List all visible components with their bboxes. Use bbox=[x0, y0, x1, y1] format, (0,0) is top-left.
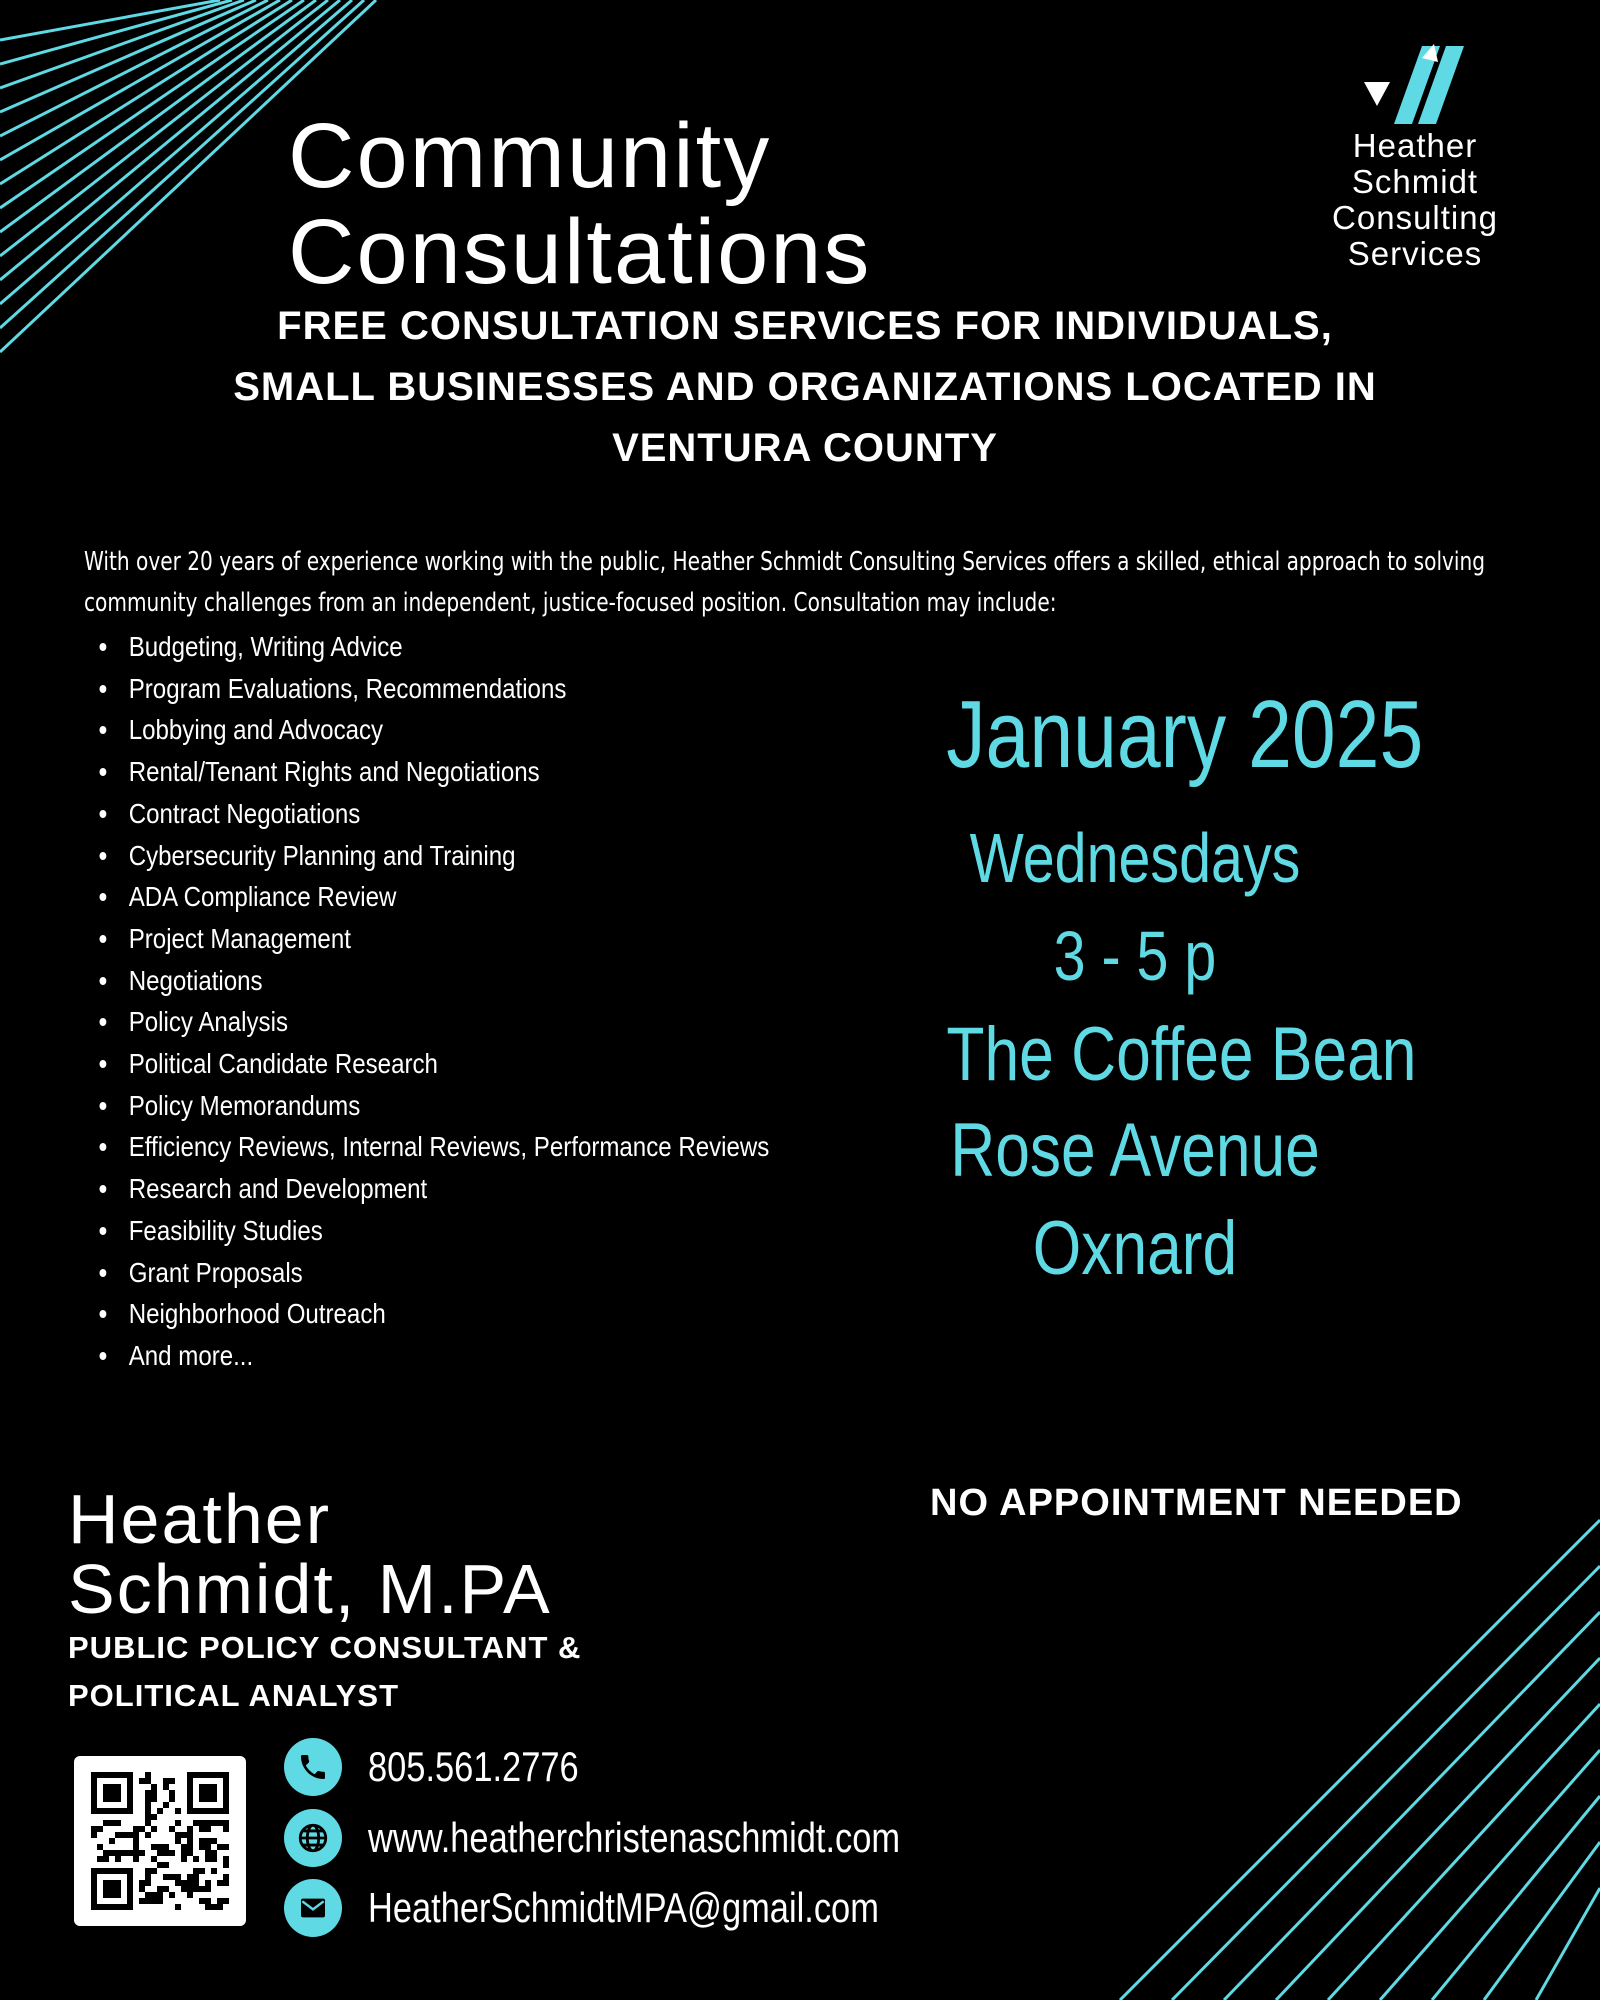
service-item: Contract Negotiations bbox=[84, 793, 769, 835]
title-line-1: Community bbox=[288, 105, 772, 207]
service-item: Research and Development bbox=[84, 1168, 769, 1210]
phone-number: 805.561.2776 bbox=[368, 1743, 579, 1790]
person-role-line-1: PUBLIC POLICY CONSULTANT & bbox=[68, 1630, 582, 1665]
logo-line-2: Schmidt bbox=[1351, 163, 1479, 200]
email-address: HeatherSchmidtMPA@gmail.com bbox=[368, 1884, 879, 1931]
website-link: www.heatherchristenaschmidt.com bbox=[368, 1814, 901, 1861]
subheadline bbox=[130, 296, 1480, 479]
service-item: Negotiations bbox=[84, 960, 769, 1002]
event-time: 3 - 5 p bbox=[1053, 917, 1217, 995]
qr-code-pattern bbox=[91, 1772, 229, 1910]
logo-line-3: Consulting bbox=[1332, 199, 1498, 236]
company-logo bbox=[1290, 42, 1540, 272]
services-list bbox=[84, 626, 881, 1377]
service-item: Political Candidate Research bbox=[84, 1043, 769, 1085]
person-name-line-2: Schmidt, M.PA bbox=[68, 1550, 552, 1628]
subheadline-line-2: SMALL BUSINESSES AND ORGANIZATIONS LOCATED IN bbox=[233, 365, 1377, 409]
contact-phone[interactable] bbox=[284, 1738, 625, 1796]
subheadline-line-3: VENTURA COUNTY bbox=[612, 426, 998, 470]
service-item: ADA Compliance Review bbox=[84, 876, 769, 918]
service-item: Rental/Tenant Rights and Negotiations bbox=[84, 751, 769, 793]
service-item: Policy Analysis bbox=[84, 1001, 769, 1043]
intro-paragraph: With over 20 years of experience working with the public, Heather Schmidt Consulting Services offers a skilled, ethical approach to solving community challenges from an independent, justice-focused position. Consultation may include: bbox=[84, 547, 1486, 618]
qr-code[interactable] bbox=[74, 1756, 246, 1926]
no-appointment-note: NO APPOINTMENT NEEDED bbox=[930, 1482, 1463, 1524]
service-item: Efficiency Reviews, Internal Reviews, Performance Reviews bbox=[84, 1126, 769, 1168]
contact-email[interactable] bbox=[284, 1879, 991, 1937]
service-item: Project Management bbox=[84, 918, 769, 960]
contact-website[interactable] bbox=[284, 1809, 1017, 1867]
phone-icon bbox=[284, 1738, 342, 1796]
event-day: Wednesdays bbox=[969, 819, 1301, 897]
page-title bbox=[288, 105, 872, 303]
logo-line-1: Heather bbox=[1352, 127, 1478, 164]
service-item: Cybersecurity Planning and Training bbox=[84, 835, 769, 877]
event-venue: The Coffee Bean bbox=[946, 1012, 1417, 1097]
event-city: Oxnard bbox=[1032, 1206, 1238, 1291]
event-month: January 2025 bbox=[946, 681, 1424, 788]
service-item: Feasibility Studies bbox=[84, 1210, 769, 1252]
person-name-line-1: Heather bbox=[68, 1480, 332, 1558]
service-item: Grant Proposals bbox=[84, 1252, 769, 1294]
person-role-line-2: POLITICAL ANALYST bbox=[68, 1678, 400, 1713]
decorative-lines-bottom-right bbox=[1080, 1480, 1600, 2000]
title-line-2: Consultations bbox=[288, 201, 872, 303]
event-street: Rose Avenue bbox=[950, 1108, 1320, 1193]
person-role bbox=[68, 1624, 581, 1720]
service-item: Budgeting, Writing Advice bbox=[84, 626, 769, 668]
service-item: Policy Memorandums bbox=[84, 1085, 769, 1127]
globe-icon bbox=[284, 1809, 342, 1867]
person-name bbox=[68, 1480, 552, 1628]
subheadline-line-1: FREE CONSULTATION SERVICES FOR INDIVIDUALS, bbox=[277, 304, 1333, 348]
logo-line-4: Services bbox=[1347, 235, 1483, 272]
logo-mark-icon bbox=[1360, 42, 1470, 124]
service-item: And more... bbox=[84, 1335, 769, 1377]
service-item: Program Evaluations, Recommendations bbox=[84, 668, 769, 710]
service-item: Neighborhood Outreach bbox=[84, 1293, 769, 1335]
logo-wordmark bbox=[1290, 128, 1540, 272]
mail-icon bbox=[284, 1879, 342, 1937]
service-item: Lobbying and Advocacy bbox=[84, 709, 769, 751]
